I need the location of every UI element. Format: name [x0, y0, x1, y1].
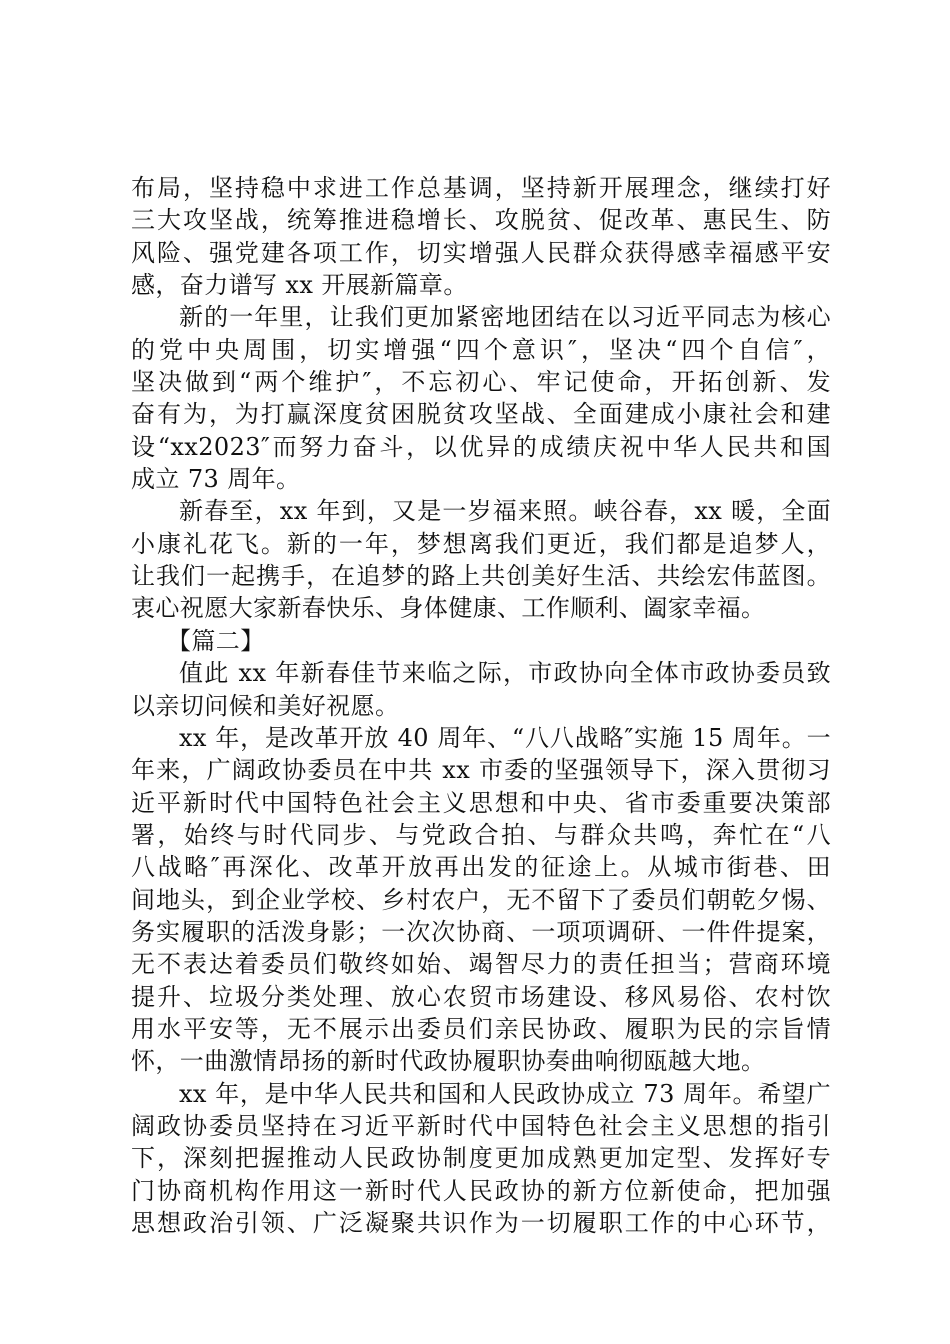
text-line: 间地头，到企业学校、乡村农户，无不留下了委员们朝乾夕惕、: [131, 885, 831, 914]
text-line: 设“xx2023″而努力奋斗，以优异的成绩庆祝中华人民共和国: [131, 432, 831, 461]
section-heading: 【篇二】: [167, 626, 265, 655]
document-page: [131, 172, 831, 1239]
text-line: 衷心祝愿大家新春快乐、身体健康、工作顺利、阖家幸福。: [131, 594, 766, 623]
paragraph-start: xx 年，是改革开放 40 周年、“八八战略″实施 15 周年。一: [179, 723, 831, 752]
text-line: 阔政协委员坚持在习近平新时代中国特色社会主义思想的指引: [131, 1111, 831, 1140]
text-line: 坚决做到“两个维护″，不忘初心、牢记使命，开拓创新、发: [131, 368, 831, 397]
text-line: 小康礼花飞。新的一年，梦想离我们更近，我们都是追梦人，: [131, 529, 831, 558]
text-line: 务实履职的活泼身影；一次次协商、一项项调研、一件件提案，: [131, 917, 831, 946]
paragraph-start: xx 年，是中华人民共和国和人民政协成立 73 周年。希望广: [179, 1079, 831, 1108]
text-line: 怀，一曲激情昂扬的新时代政协履职协奏曲响彻瓯越大地。: [131, 1047, 766, 1076]
paragraph-start: 新的一年里，让我们更加紧密地团结在以习近平同志为核心: [179, 303, 831, 332]
text-line: 的党中央周围，切实增强“四个意识″，坚决“四个自信″，: [131, 335, 831, 364]
text-line: 门协商机构作用这一新时代人民政协的新方位新使命，把加强: [131, 1176, 831, 1205]
text-line: 风险、强党建各项工作，切实增强人民群众获得感幸福感平安: [131, 238, 831, 267]
text-line: 三大攻坚战，统筹推进稳增长、攻脱贫、促改革、惠民生、防: [131, 206, 831, 235]
paragraph-start: 新春至，xx 年到，又是一岁福来照。峡谷春，xx 暖，全面: [179, 497, 831, 526]
text-line: 感，奋力谱写 xx 开展新篇章。: [131, 271, 468, 300]
text-line: 署，始终与时代同步、与党政合拍、与群众共鸣，奔忙在“八: [131, 820, 831, 849]
text-line: 近平新时代中国特色社会主义思想和中央、省市委重要决策部: [131, 788, 831, 817]
text-line: 以亲切问候和美好祝愿。: [131, 691, 400, 720]
text-line: 无不表达着委员们敬终如始、竭智尽力的责任担当；营商环境: [131, 950, 831, 979]
text-line: 用水平安等，无不展示出委员们亲民协政、履职为民的宗旨情: [131, 1014, 831, 1043]
text-line: 成立 73 周年。: [131, 465, 301, 494]
text-line: 提升、垃圾分类处理、放心农贸市场建设、移风易俗、农村饮: [131, 982, 831, 1011]
text-line: 年来，广阔政协委员在中共 xx 市委的坚强领导下，深入贯彻习: [131, 756, 831, 785]
text-line: 布局，坚持稳中求进工作总基调，坚持新开展理念，继续打好: [131, 174, 831, 202]
paragraph-start: 值此 xx 年新春佳节来临之际，市政协向全体市政协委员致: [179, 659, 831, 688]
text-line: 让我们一起携手，在追梦的路上共创美好生活、共绘宏伟蓝图。: [131, 562, 831, 591]
text-line: 思想政治引领、广泛凝聚共识作为一切履职工作的中心环节，: [131, 1209, 831, 1237]
text-line: 奋有为，为打赢深度贫困脱贫攻坚战、全面建成小康社会和建: [131, 400, 831, 429]
text-line: 下，深刻把握推动人民政协制度更加成熟更加定型、发挥好专: [131, 1144, 831, 1173]
text-line: 八战略″再深化、改革开放再出发的征途上。从城市街巷、田: [131, 853, 831, 882]
